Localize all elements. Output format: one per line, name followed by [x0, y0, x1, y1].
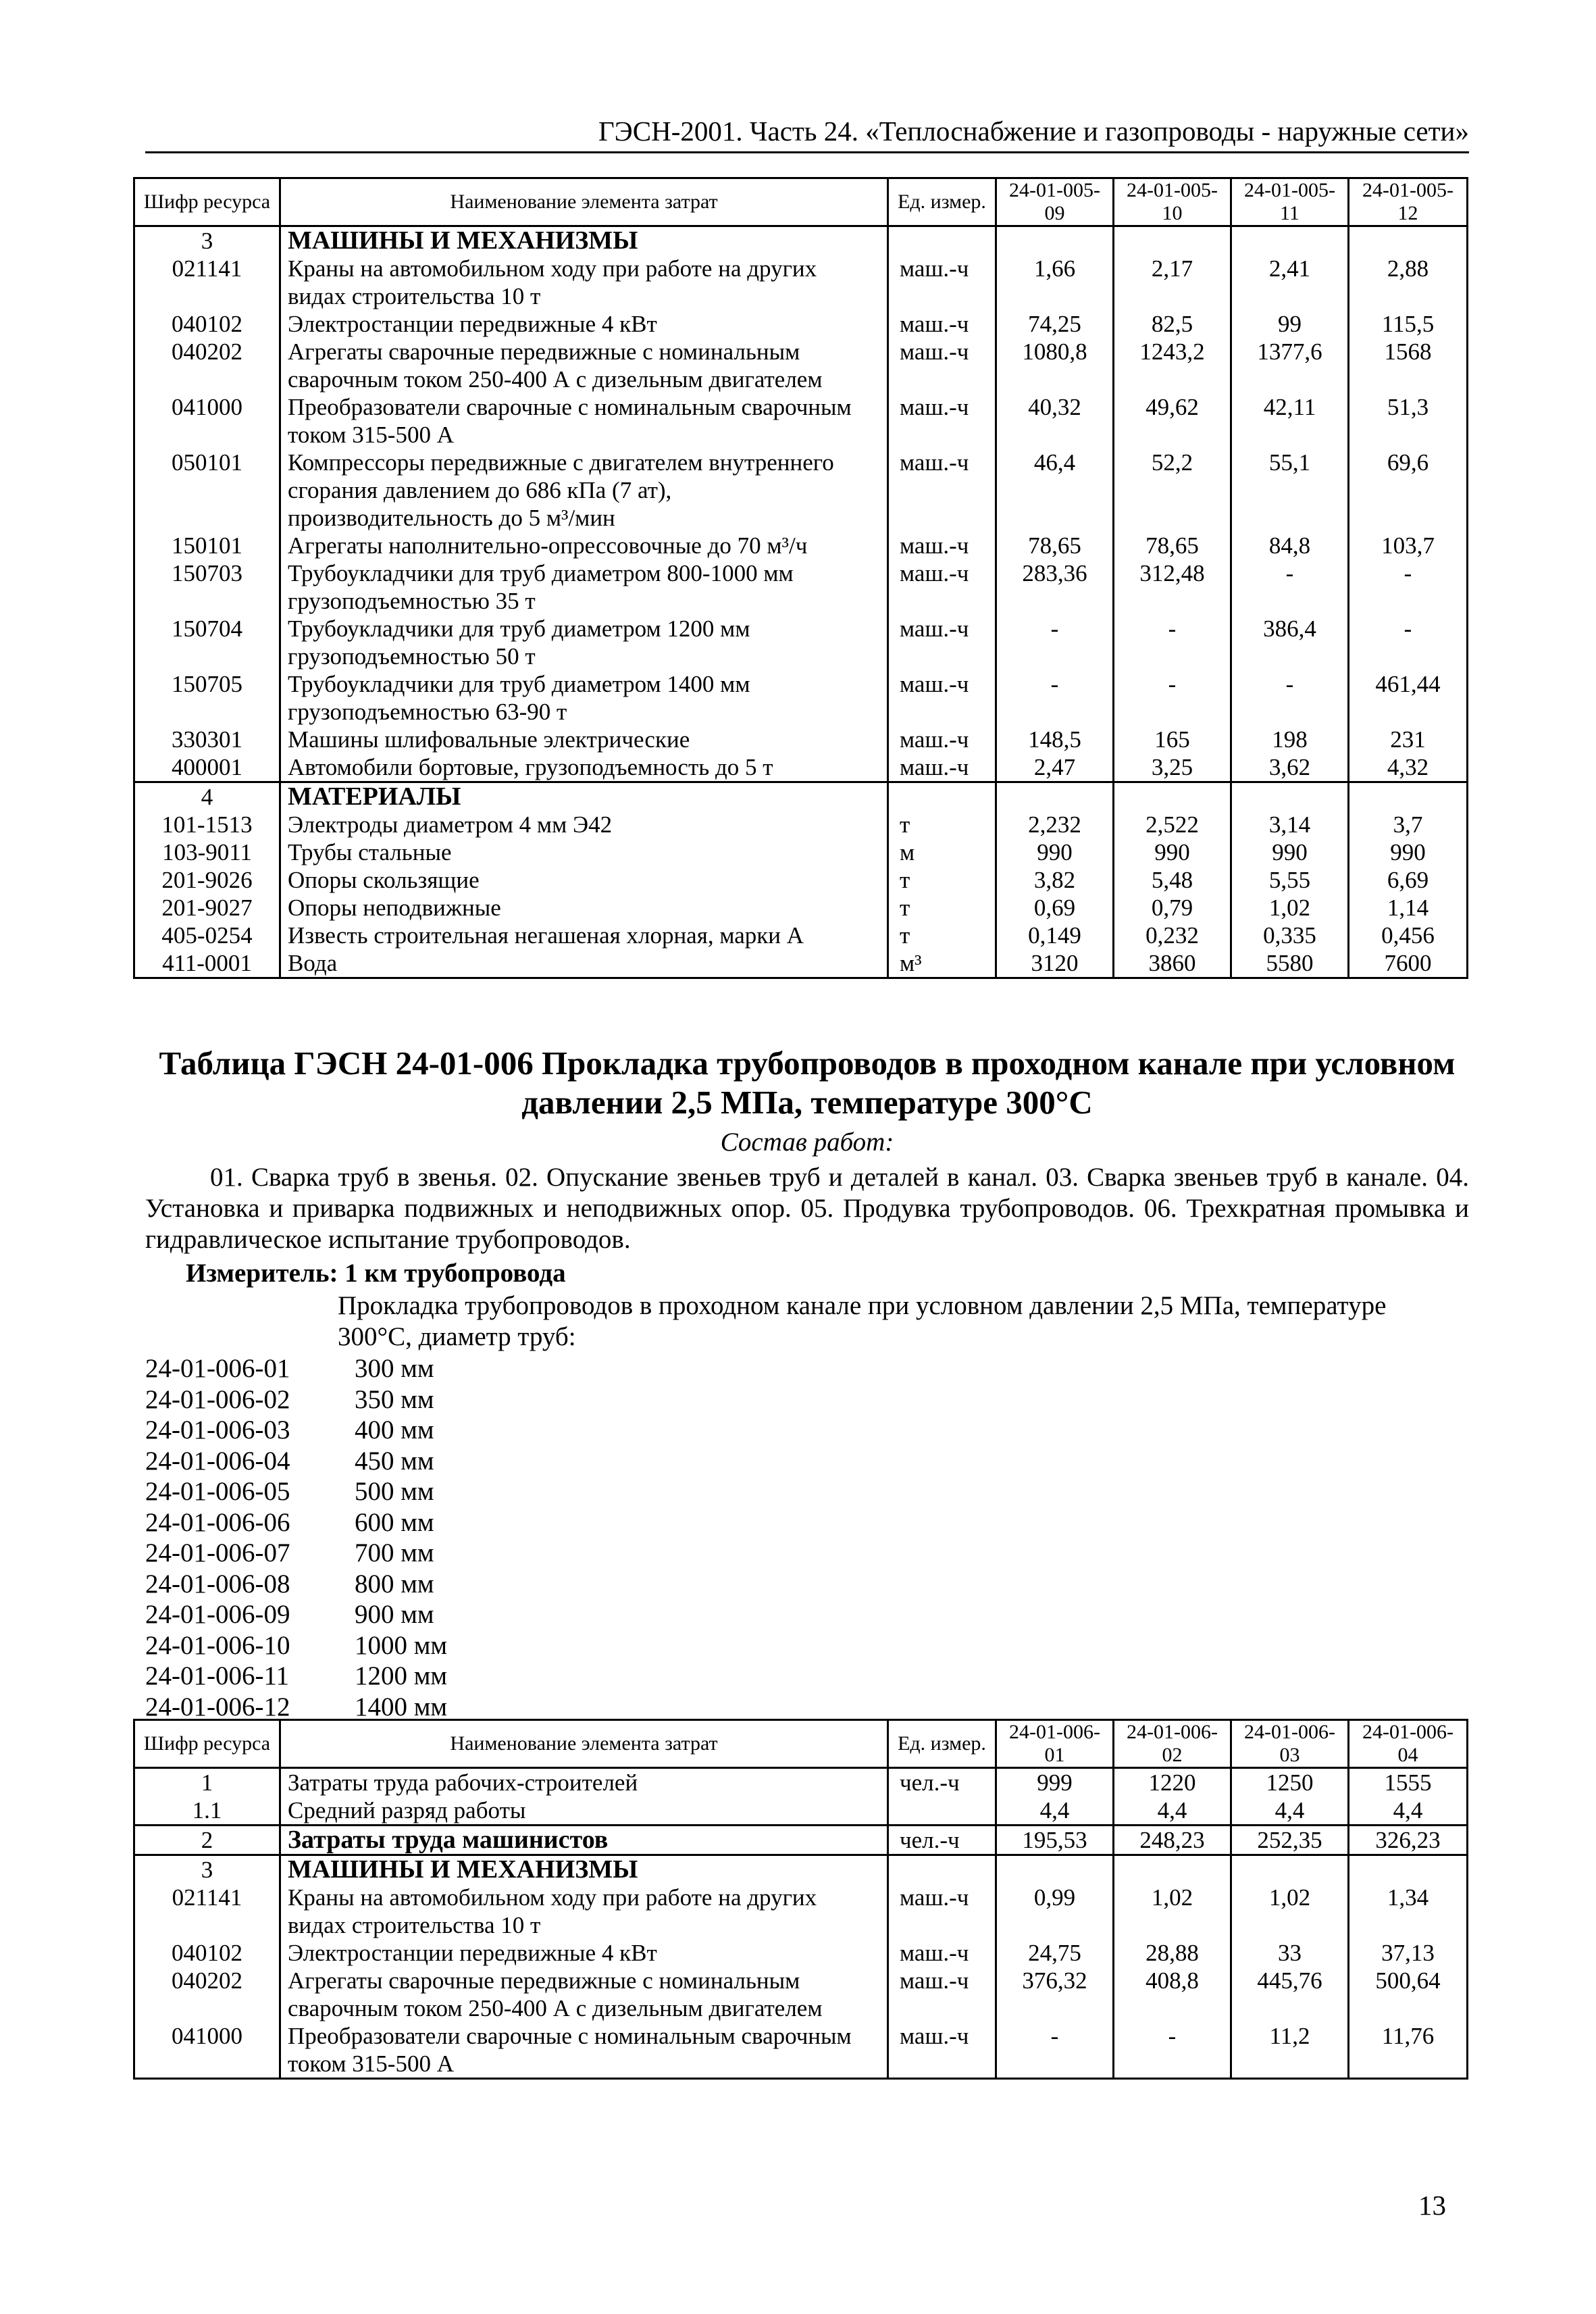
table-row	[134, 255, 1468, 310]
resource-name: Вода	[280, 949, 888, 978]
resource-code: 1.1	[134, 1796, 280, 1826]
resource-name: Трубоукладчики для труб диаметром 1400 мм грузоподъемностью 63-90 т	[280, 670, 888, 726]
variant-list	[145, 1353, 447, 1722]
value-cell: 999	[996, 1768, 1114, 1797]
table-row	[134, 866, 1468, 894]
value-cell: 2,232	[996, 811, 1114, 838]
value-cell: 990	[996, 838, 1114, 866]
value-cell: 0,335	[1231, 922, 1349, 949]
value-cell: -	[1114, 2022, 1231, 2079]
unit-cell	[888, 1855, 996, 1884]
resource-code: 040102	[134, 1939, 280, 1967]
column-header: Наименование элемента затрат	[280, 1720, 888, 1768]
resource-code: 150703	[134, 559, 280, 615]
unit-cell: маш.-ч	[888, 310, 996, 338]
resource-name: Компрессоры передвижные с двигателем внутреннего сгорания давлением до 686 кПа (7 ат), производительность до 5 м³/мин	[280, 449, 888, 532]
value-cell: 376,32	[996, 1967, 1114, 2022]
resource-name: Преобразователи сварочные с номинальным сварочным током 315-500 А	[280, 393, 888, 449]
variant-item	[145, 1692, 447, 1723]
column-header: Ед. измер.	[888, 1720, 996, 1768]
unit-cell: т	[888, 922, 996, 949]
value-cell: 3860	[1114, 949, 1231, 978]
column-header: 24-01-005-12	[1349, 178, 1468, 226]
column-header: 24-01-005-09	[996, 178, 1114, 226]
value-cell: 3,82	[996, 866, 1114, 894]
variant-item	[145, 1630, 447, 1661]
value-cell: 3,14	[1231, 811, 1349, 838]
value-cell: 990	[1231, 838, 1349, 866]
table-title: Таблица ГЭСН 24-01-006 Прокладка трубопроводов в проходном канале при условном давлении 2,5 МПа, температуре 300°С	[159, 1045, 1456, 1121]
value-cell: 74,25	[996, 310, 1114, 338]
column-header: 24-01-006-01	[996, 1720, 1114, 1768]
value-cell: 4,4	[1349, 1796, 1468, 1826]
value-cell: 4,4	[1231, 1796, 1349, 1826]
value-cell: 2,17	[1114, 255, 1231, 310]
value-cell: 0,79	[1114, 894, 1231, 922]
value-cell: 1,02	[1114, 1884, 1231, 1939]
resource-name: Агрегаты сварочные передвижные с номинальным сварочным током 250-400 А с дизельным двигателем	[280, 338, 888, 393]
value-cell	[1114, 226, 1231, 255]
table-row	[134, 1939, 1468, 1967]
unit-cell: чел.-ч	[888, 1826, 996, 1855]
resource-code: 040202	[134, 1967, 280, 2022]
variant-code: 24-01-006-07	[145, 1538, 290, 1567]
resource-name: Машины шлифовальные электрические	[280, 726, 888, 753]
value-cell: 461,44	[1349, 670, 1468, 726]
resource-name: Опоры неподвижные	[280, 894, 888, 922]
unit-cell: маш.-ч	[888, 532, 996, 559]
resource-name: МАШИНЫ И МЕХАНИЗМЫ	[280, 1855, 888, 1884]
variant-size: 1200 мм	[355, 1661, 448, 1690]
table-row	[134, 615, 1468, 670]
table-body	[134, 226, 1468, 978]
resource-name: Агрегаты сварочные передвижные с номинальным сварочным током 250-400 А с дизельным двигателем	[280, 1967, 888, 2022]
value-cell: 2,88	[1349, 255, 1468, 310]
value-cell: 198	[1231, 726, 1349, 753]
variant-size: 600 мм	[355, 1507, 434, 1537]
table-header-row	[134, 178, 1468, 226]
variant-code: 24-01-006-11	[145, 1661, 290, 1690]
value-cell	[996, 1855, 1114, 1884]
value-cell: 40,32	[996, 393, 1114, 449]
value-cell: 5,55	[1231, 866, 1349, 894]
variant-code: 24-01-006-10	[145, 1630, 290, 1660]
value-cell: 78,65	[1114, 532, 1231, 559]
value-cell: 1250	[1231, 1768, 1349, 1797]
table-row	[134, 1826, 1468, 1855]
variant-size: 700 мм	[355, 1538, 434, 1567]
variant-size: 800 мм	[355, 1569, 434, 1599]
table-row	[134, 753, 1468, 782]
value-cell: 165	[1114, 726, 1231, 753]
table-body	[134, 1768, 1468, 2079]
resource-name: Трубоукладчики для труб диаметром 1200 мм грузоподъемностью 50 т	[280, 615, 888, 670]
value-cell	[1349, 226, 1468, 255]
unit-cell: маш.-ч	[888, 255, 996, 310]
value-cell: -	[1349, 559, 1468, 615]
variant-size: 350 мм	[355, 1384, 434, 1414]
unit-cell: маш.-ч	[888, 2022, 996, 2079]
value-cell: 0,456	[1349, 922, 1468, 949]
resource-name: Краны на автомобильном ходу при работе на других видах строительства 10 т	[280, 1884, 888, 1939]
resource-name: Затраты труда машинистов	[280, 1826, 888, 1855]
resource-name: Электростанции передвижные 4 кВт	[280, 1939, 888, 1967]
unit-cell: маш.-ч	[888, 753, 996, 782]
value-cell: 1568	[1349, 338, 1468, 393]
resource-code: 041000	[134, 2022, 280, 2079]
variant-item	[145, 1599, 447, 1630]
variant-item	[145, 1661, 447, 1692]
value-cell: 1,66	[996, 255, 1114, 310]
value-cell: 231	[1349, 726, 1468, 753]
resource-code: 021141	[134, 1884, 280, 1939]
table-header-row	[134, 1720, 1468, 1768]
table-row	[134, 532, 1468, 559]
table-row	[134, 1768, 1468, 1797]
value-cell: 0,69	[996, 894, 1114, 922]
value-cell: 326,23	[1349, 1826, 1468, 1855]
value-cell: 24,75	[996, 1939, 1114, 1967]
unit-cell	[888, 782, 996, 811]
table-row	[134, 1796, 1468, 1826]
unit-cell: т	[888, 866, 996, 894]
value-cell: 33	[1231, 1939, 1349, 1967]
value-cell: 4,32	[1349, 753, 1468, 782]
value-cell: -	[1114, 670, 1231, 726]
unit-cell: маш.-ч	[888, 726, 996, 753]
resource-code: 405-0254	[134, 922, 280, 949]
value-cell	[1349, 1855, 1468, 1884]
resource-code: 050101	[134, 449, 280, 532]
value-cell: 115,5	[1349, 310, 1468, 338]
value-cell: -	[1114, 615, 1231, 670]
value-cell: 11,76	[1349, 2022, 1468, 2079]
value-cell	[1114, 782, 1231, 811]
variant-code: 24-01-006-04	[145, 1446, 290, 1476]
value-cell: -	[1231, 670, 1349, 726]
resource-code: 150101	[134, 532, 280, 559]
unit-cell: маш.-ч	[888, 1967, 996, 2022]
table-row	[134, 811, 1468, 838]
unit-cell: маш.-ч	[888, 393, 996, 449]
table-row	[134, 949, 1468, 978]
value-cell: 51,3	[1349, 393, 1468, 449]
value-cell: 990	[1349, 838, 1468, 866]
unit-cell: маш.-ч	[888, 1884, 996, 1939]
resource-name: Автомобили бортовые, грузоподъемность до 5 т	[280, 753, 888, 782]
resource-name: Затраты труда рабочих-строителей	[280, 1768, 888, 1797]
unit-cell: м³	[888, 949, 996, 978]
column-header: 24-01-005-11	[1231, 178, 1349, 226]
variant-code: 24-01-006-05	[145, 1477, 290, 1506]
value-cell: 84,8	[1231, 532, 1349, 559]
table-row	[134, 838, 1468, 866]
value-cell: 82,5	[1114, 310, 1231, 338]
variant-item	[145, 1446, 447, 1477]
running-header: ГЭСН-2001. Часть 24. «Теплоснабжение и газопроводы - наружные сети»	[145, 115, 1469, 153]
variant-size: 450 мм	[355, 1446, 434, 1476]
value-cell: 78,65	[996, 532, 1114, 559]
value-cell: 99	[1231, 310, 1349, 338]
table-row	[134, 310, 1468, 338]
value-cell: 0,149	[996, 922, 1114, 949]
resource-table-005	[133, 177, 1468, 979]
table-row	[134, 1967, 1468, 2022]
variant-size: 1400 мм	[355, 1692, 448, 1721]
table-row	[134, 559, 1468, 615]
section-row	[134, 1855, 1468, 1884]
value-cell: 42,11	[1231, 393, 1349, 449]
resource-code: 201-9026	[134, 866, 280, 894]
value-cell: 103,7	[1349, 532, 1468, 559]
value-cell: 55,1	[1231, 449, 1349, 532]
variant-code: 24-01-006-06	[145, 1507, 290, 1537]
resource-name: МАШИНЫ И МЕХАНИЗМЫ	[280, 226, 888, 255]
table-row	[134, 726, 1468, 753]
variant-code: 24-01-006-08	[145, 1569, 290, 1599]
variant-item	[145, 1476, 447, 1507]
value-cell: 0,99	[996, 1884, 1114, 1939]
value-cell: 28,88	[1114, 1939, 1231, 1967]
works-description: 01. Сварка труб в звенья. 02. Опускание звеньев труб и деталей в канал. 03. Сварка звеньев труб в канале. 04. Установка и приварка подвижных и неподвижных опор. 05. Продувка трубопроводов. 06. Трехкратная промывка и гидравлическое испытание трубопроводов.	[145, 1163, 1469, 1254]
unit-cell: маш.-ч	[888, 338, 996, 393]
value-cell	[996, 782, 1114, 811]
value-cell: 195,53	[996, 1826, 1114, 1855]
resource-code: 400001	[134, 753, 280, 782]
works-label: Состав работ:	[720, 1128, 894, 1157]
value-cell: 445,76	[1231, 1967, 1349, 2022]
value-cell: -	[1349, 615, 1468, 670]
unit-cell: т	[888, 894, 996, 922]
value-cell	[1349, 782, 1468, 811]
variant-code: 24-01-006-12	[145, 1692, 290, 1721]
resource-code: 201-9027	[134, 894, 280, 922]
value-cell: -	[1231, 559, 1349, 615]
value-cell: 252,35	[1231, 1826, 1349, 1855]
value-cell: 5,48	[1114, 866, 1231, 894]
unit-cell: маш.-ч	[888, 559, 996, 615]
value-cell	[1231, 226, 1349, 255]
unit-cell	[888, 226, 996, 255]
column-header: 24-01-006-04	[1349, 1720, 1468, 1768]
resource-code: 3	[134, 226, 280, 255]
resource-name: Трубоукладчики для труб диаметром 800-1000 мм грузоподъемностью 35 т	[280, 559, 888, 615]
column-header: Шифр ресурса	[134, 178, 280, 226]
resource-name: Трубы стальные	[280, 838, 888, 866]
resource-name: Агрегаты наполнительно-опрессовочные до 70 м³/ч	[280, 532, 888, 559]
resource-code: 101-1513	[134, 811, 280, 838]
value-cell: 46,4	[996, 449, 1114, 532]
variant-item	[145, 1507, 447, 1538]
table-row	[134, 338, 1468, 393]
resource-code: 040102	[134, 310, 280, 338]
value-cell: 1,02	[1231, 1884, 1349, 1939]
value-cell: 2,522	[1114, 811, 1231, 838]
resource-name: Электростанции передвижные 4 кВт	[280, 310, 888, 338]
unit-cell: маш.-ч	[888, 615, 996, 670]
variant-size: 1000 мм	[355, 1630, 448, 1660]
value-cell: 408,8	[1114, 1967, 1231, 2022]
value-cell: 1220	[1114, 1768, 1231, 1797]
value-cell: 3120	[996, 949, 1114, 978]
variant-item	[145, 1415, 447, 1446]
table-row	[134, 894, 1468, 922]
variant-size: 500 мм	[355, 1477, 434, 1506]
variant-item	[145, 1538, 447, 1569]
resource-code: 1	[134, 1768, 280, 1797]
resource-name: Электроды диаметром 4 мм Э42	[280, 811, 888, 838]
resource-code: 021141	[134, 255, 280, 310]
value-cell: 2,47	[996, 753, 1114, 782]
value-cell: 3,7	[1349, 811, 1468, 838]
variant-item	[145, 1569, 447, 1600]
value-cell: 4,4	[1114, 1796, 1231, 1826]
value-cell: 4,4	[996, 1796, 1114, 1826]
variant-code: 24-01-006-01	[145, 1354, 290, 1383]
variant-size: 900 мм	[355, 1600, 434, 1629]
value-cell: 1,34	[1349, 1884, 1468, 1939]
value-cell: 5580	[1231, 949, 1349, 978]
value-cell: 49,62	[1114, 393, 1231, 449]
variant-code: 24-01-006-09	[145, 1600, 290, 1629]
value-cell: 1555	[1349, 1768, 1468, 1797]
value-cell: 312,48	[1114, 559, 1231, 615]
value-cell: 1243,2	[1114, 338, 1231, 393]
resource-name: Преобразователи сварочные с номинальным сварочным током 315-500 А	[280, 2022, 888, 2079]
column-header: Ед. измер.	[888, 178, 996, 226]
resource-name: Краны на автомобильном ходу при работе на других видах строительства 10 т	[280, 255, 888, 310]
value-cell: 1,14	[1349, 894, 1468, 922]
variant-size: 400 мм	[355, 1415, 434, 1444]
resource-code: 2	[134, 1826, 280, 1855]
resource-code: 150704	[134, 615, 280, 670]
value-cell: -	[996, 615, 1114, 670]
page-number: 13	[1418, 2190, 1446, 2221]
resource-name: Известь строительная негашеная хлорная, марки А	[280, 922, 888, 949]
value-cell: 990	[1114, 838, 1231, 866]
value-cell: 3,62	[1231, 753, 1349, 782]
table-row	[134, 1884, 1468, 1939]
variant-item	[145, 1384, 447, 1415]
resource-code: 040202	[134, 338, 280, 393]
value-cell: 6,69	[1349, 866, 1468, 894]
value-cell: 248,23	[1114, 1826, 1231, 1855]
value-cell: -	[996, 670, 1114, 726]
resource-code: 4	[134, 782, 280, 811]
value-cell: 386,4	[1231, 615, 1349, 670]
resource-name: МАТЕРИАЛЫ	[280, 782, 888, 811]
value-cell	[1114, 1855, 1231, 1884]
resource-code: 041000	[134, 393, 280, 449]
value-cell: 1080,8	[996, 338, 1114, 393]
value-cell: 500,64	[1349, 1967, 1468, 2022]
value-cell	[1231, 1855, 1349, 1884]
value-cell: 69,6	[1349, 449, 1468, 532]
column-header: Наименование элемента затрат	[280, 178, 888, 226]
resource-table-006	[133, 1719, 1468, 2080]
resource-name: Опоры скользящие	[280, 866, 888, 894]
column-header: Шифр ресурса	[134, 1720, 280, 1768]
unit-cell: т	[888, 811, 996, 838]
unit-cell: чел.-ч	[888, 1768, 996, 1797]
section-row	[134, 226, 1468, 255]
resource-code: 103-9011	[134, 838, 280, 866]
unit-cell: маш.-ч	[888, 1939, 996, 1967]
resource-code: 411-0001	[134, 949, 280, 978]
value-cell: -	[996, 2022, 1114, 2079]
variant-code: 24-01-006-03	[145, 1415, 290, 1444]
value-cell: 148,5	[996, 726, 1114, 753]
section-row	[134, 782, 1468, 811]
unit-cell	[888, 1796, 996, 1826]
value-cell	[1231, 782, 1349, 811]
value-cell	[996, 226, 1114, 255]
measure-unit: Измеритель: 1 км трубопровода	[186, 1259, 566, 1288]
value-cell: 0,232	[1114, 922, 1231, 949]
value-cell: 37,13	[1349, 1939, 1468, 1967]
unit-cell: маш.-ч	[888, 670, 996, 726]
unit-cell: маш.-ч	[888, 449, 996, 532]
value-cell: 1,02	[1231, 894, 1349, 922]
value-cell: 2,41	[1231, 255, 1349, 310]
column-header: 24-01-006-02	[1114, 1720, 1231, 1768]
table-row	[134, 393, 1468, 449]
value-cell: 7600	[1349, 949, 1468, 978]
column-header: 24-01-005-10	[1114, 178, 1231, 226]
resource-name: Средний разряд работы	[280, 1796, 888, 1826]
unit-cell: м	[888, 838, 996, 866]
resource-code: 3	[134, 1855, 280, 1884]
table-row	[134, 670, 1468, 726]
table-row	[134, 922, 1468, 949]
variant-description: Прокладка трубопроводов в проходном канале при условном давлении 2,5 МПа, температуре 300°С, диаметр труб:	[338, 1291, 1387, 1351]
resource-code: 330301	[134, 726, 280, 753]
table-row	[134, 449, 1468, 532]
value-cell: 1377,6	[1231, 338, 1349, 393]
variant-size: 300 мм	[355, 1354, 434, 1383]
value-cell: 283,36	[996, 559, 1114, 615]
variant-code: 24-01-006-02	[145, 1384, 290, 1414]
variant-item	[145, 1353, 447, 1384]
value-cell: 52,2	[1114, 449, 1231, 532]
table-row	[134, 2022, 1468, 2079]
value-cell: 11,2	[1231, 2022, 1349, 2079]
column-header: 24-01-006-03	[1231, 1720, 1349, 1768]
resource-code: 150705	[134, 670, 280, 726]
value-cell: 3,25	[1114, 753, 1231, 782]
